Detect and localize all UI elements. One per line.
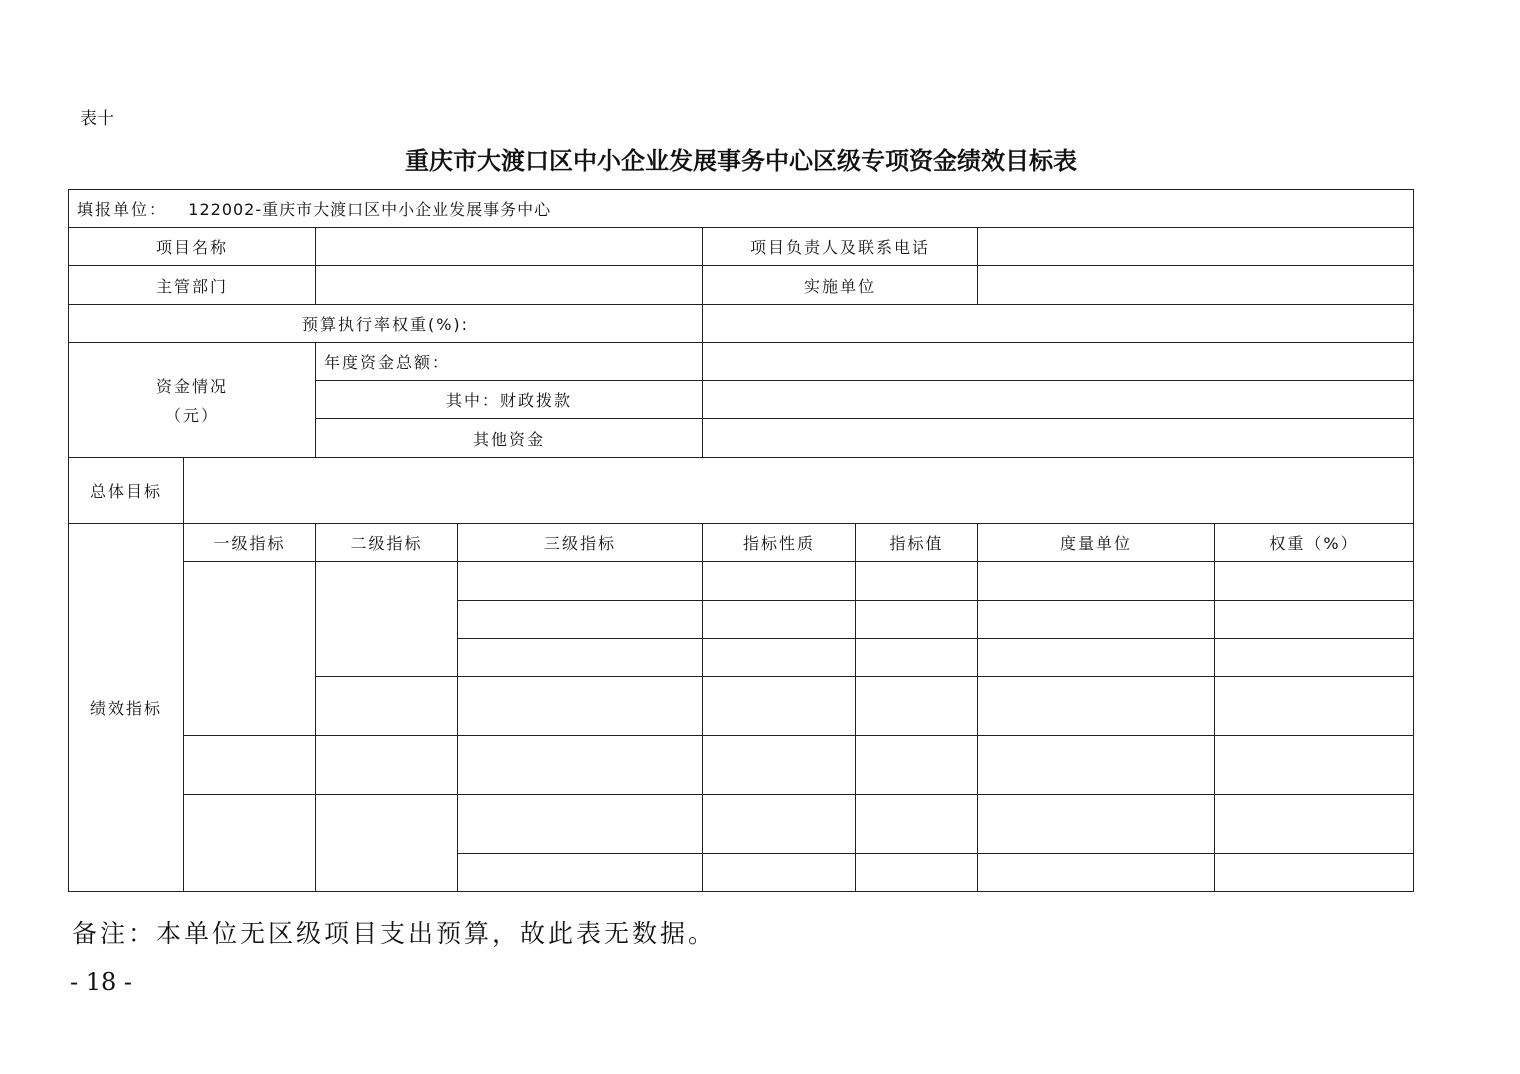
perf-cell xyxy=(1215,795,1414,854)
funds-label-line2: （元） xyxy=(164,406,219,425)
perf-cell xyxy=(703,562,856,601)
remark-note: 备注：本单位无区级项目支出预算，故此表无数据。 xyxy=(72,919,717,948)
perf-cell xyxy=(703,736,856,795)
perf-header-weight: 权重（%） xyxy=(1215,524,1414,562)
perf-cell xyxy=(856,601,978,639)
funds-total-value xyxy=(703,343,1414,381)
perf-cell xyxy=(458,795,703,854)
perf-level2-cell xyxy=(316,795,458,892)
perf-cell xyxy=(978,601,1215,639)
perf-cell xyxy=(458,639,703,677)
project-lead-label: 项目负责人及联系电话 xyxy=(703,228,978,266)
budget-weight-label: 预算执行率权重(%): xyxy=(69,305,703,343)
funds-fiscal-value xyxy=(703,381,1414,419)
perf-row xyxy=(69,562,1414,601)
perf-cell xyxy=(703,854,856,892)
filler-label: 填报单位： xyxy=(77,200,168,219)
perf-cell xyxy=(856,562,978,601)
perf-cell xyxy=(703,639,856,677)
perf-cell xyxy=(978,854,1215,892)
budget-weight-value xyxy=(703,305,1414,343)
perf-cell xyxy=(978,795,1215,854)
perf-level2-cell xyxy=(316,736,458,795)
dept-row xyxy=(69,266,1414,305)
funds-total-label: 年度资金总额： xyxy=(316,343,703,381)
perf-row xyxy=(69,795,1414,854)
page-number: - 18 - xyxy=(70,968,133,996)
perf-cell xyxy=(703,601,856,639)
filler-row xyxy=(69,190,1414,228)
perf-cell xyxy=(458,854,703,892)
impl-unit-label: 实施单位 xyxy=(703,266,978,305)
impl-unit-value xyxy=(978,266,1414,305)
perf-cell xyxy=(978,562,1215,601)
perf-cell xyxy=(856,639,978,677)
perf-cell xyxy=(856,736,978,795)
perf-cell xyxy=(1215,601,1414,639)
document-title: 重庆市大渡口区中小企业发展事务中心区级专项资金绩效目标表 xyxy=(405,146,1077,175)
perf-cell xyxy=(856,677,978,736)
perf-cell xyxy=(1215,562,1414,601)
perf-cell xyxy=(1215,639,1414,677)
perf-header-level3: 三级指标 xyxy=(458,524,703,562)
perf-header-level2: 二级指标 xyxy=(316,524,458,562)
perf-cell xyxy=(458,677,703,736)
dept-label: 主管部门 xyxy=(69,266,316,305)
funds-label xyxy=(69,343,316,458)
dept-value xyxy=(316,266,703,305)
perf-row xyxy=(69,736,1414,795)
perf-cell xyxy=(978,736,1215,795)
funds-total-row xyxy=(69,343,1414,381)
perf-level1-cell xyxy=(184,736,316,795)
project-lead-value xyxy=(978,228,1414,266)
funds-other-value xyxy=(703,419,1414,458)
project-name-value xyxy=(316,228,703,266)
project-name-label: 项目名称 xyxy=(69,228,316,266)
performance-target-table xyxy=(68,189,1414,892)
perf-cell xyxy=(1215,736,1414,795)
perf-cell xyxy=(458,736,703,795)
perf-level1-cell xyxy=(184,562,316,736)
perf-cell xyxy=(703,795,856,854)
perf-cell xyxy=(856,795,978,854)
funds-other-label: 其他资金 xyxy=(316,419,703,458)
perf-level2-cell xyxy=(316,562,458,677)
filler-value: 122002-重庆市大渡口区中小企业发展事务中心 xyxy=(188,200,552,219)
perf-header-level1: 一级指标 xyxy=(184,524,316,562)
perf-header-nature: 指标性质 xyxy=(703,524,856,562)
overall-goal-label: 总体目标 xyxy=(69,458,184,524)
perf-cell xyxy=(1215,854,1414,892)
filler-cell xyxy=(69,190,1414,228)
perf-cell xyxy=(978,677,1215,736)
perf-header-unit: 度量单位 xyxy=(978,524,1215,562)
perf-cell xyxy=(1215,677,1414,736)
project-row xyxy=(69,228,1414,266)
overall-goal-value xyxy=(184,458,1414,524)
funds-label-line1: 资金情况 xyxy=(155,377,228,396)
perf-cell xyxy=(458,562,703,601)
perf-level1-cell xyxy=(184,795,316,892)
perf-cell xyxy=(458,601,703,639)
table-label: 表十 xyxy=(80,109,114,129)
perf-cell xyxy=(978,639,1215,677)
perf-header-value: 指标值 xyxy=(856,524,978,562)
overall-goal-row xyxy=(69,458,1414,524)
perf-level2-cell xyxy=(316,677,458,736)
perf-header-row xyxy=(69,524,1414,562)
perf-cell xyxy=(856,854,978,892)
perf-cell xyxy=(703,677,856,736)
perf-label: 绩效指标 xyxy=(69,524,184,892)
budget-weight-row xyxy=(69,305,1414,343)
funds-fiscal-label: 其中：财政拨款 xyxy=(316,381,703,419)
